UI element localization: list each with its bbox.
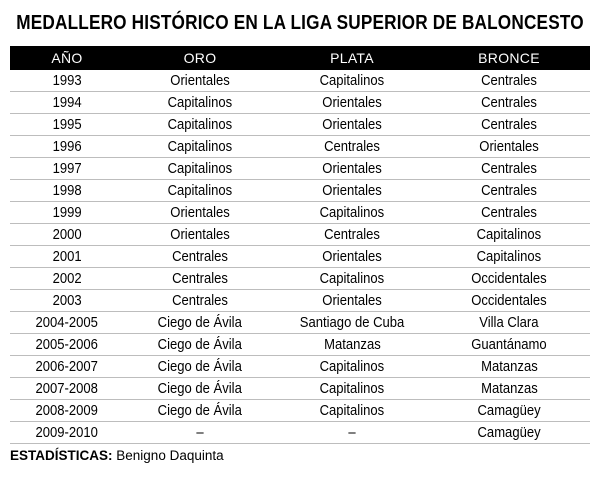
gold-cell-text: Ciego de Ávila [157, 402, 243, 419]
year-cell-text: 2002 [52, 270, 82, 287]
year-cell-text: 1997 [52, 160, 82, 177]
gold-cell [124, 290, 276, 312]
gold-cell [124, 334, 276, 356]
silver-cell [276, 334, 428, 356]
bronze-cell [428, 70, 590, 92]
gold-cell [124, 70, 276, 92]
table-row [10, 400, 590, 422]
year-cell-text: 2001 [52, 248, 82, 265]
bronze-cell [428, 180, 590, 202]
bronze-cell-text: Centrales [481, 204, 537, 221]
year-cell [10, 356, 124, 378]
year-cell-text: 2003 [52, 292, 82, 309]
year-cell-text: 2000 [52, 226, 82, 243]
silver-cell [276, 268, 428, 290]
gold-cell-text: Capitalinos [167, 182, 233, 199]
year-cell [10, 400, 124, 422]
silver-cell-text: Orientales [322, 248, 382, 265]
bronze-cell [428, 312, 590, 334]
silver-cell-text: Capitalinos [319, 270, 385, 287]
table-row [10, 202, 590, 224]
medal-table [10, 46, 590, 444]
bronze-cell-text: Occidentales [471, 270, 547, 287]
column-header-gold: ORO [124, 46, 276, 70]
bronze-cell [428, 334, 590, 356]
bronze-cell-text: Centrales [481, 160, 537, 177]
bronze-cell-text: Centrales [481, 182, 537, 199]
year-cell-text: 2008-2009 [35, 402, 99, 419]
bronze-cell-text: Capitalinos [476, 248, 542, 265]
gold-cell-text: – [196, 424, 204, 441]
gold-cell [124, 114, 276, 136]
silver-cell-text: Matanzas [323, 336, 381, 353]
gold-cell [124, 136, 276, 158]
source-credit [10, 448, 590, 463]
year-cell [10, 70, 124, 92]
year-cell-text: 1994 [52, 94, 82, 111]
gold-cell-text: Ciego de Ávila [157, 358, 243, 375]
silver-cell-text: Centrales [324, 226, 380, 243]
bronze-cell [428, 224, 590, 246]
silver-cell-text: Santiago de Cuba [299, 314, 405, 331]
year-cell [10, 378, 124, 400]
gold-cell-text: Capitalinos [167, 138, 233, 155]
table-row [10, 114, 590, 136]
gold-cell [124, 202, 276, 224]
bronze-cell-text: Centrales [481, 94, 537, 111]
silver-cell [276, 290, 428, 312]
source-label: ESTADÍSTICAS: [10, 448, 113, 463]
year-cell-text: 1999 [52, 204, 82, 221]
table-header [10, 46, 590, 70]
gold-cell-text: Orientales [170, 226, 230, 243]
bronze-cell [428, 246, 590, 268]
gold-cell [124, 312, 276, 334]
silver-cell [276, 202, 428, 224]
bronze-cell-text: Camagüey [477, 402, 541, 419]
silver-cell [276, 246, 428, 268]
year-cell-text: 2004-2005 [35, 314, 99, 331]
gold-cell [124, 422, 276, 444]
table-body [10, 70, 590, 444]
silver-cell [276, 356, 428, 378]
bronze-cell [428, 422, 590, 444]
bronze-cell [428, 268, 590, 290]
silver-cell-text: Capitalinos [319, 380, 385, 397]
silver-cell-text: Centrales [324, 138, 380, 155]
year-cell [10, 136, 124, 158]
table-row [10, 180, 590, 202]
bronze-cell [428, 92, 590, 114]
gold-cell [124, 268, 276, 290]
bronze-cell-text: Camagüey [477, 424, 541, 441]
silver-cell-text: Orientales [322, 160, 382, 177]
year-cell-text: 1996 [52, 138, 82, 155]
year-cell [10, 114, 124, 136]
silver-cell-text: – [348, 424, 356, 441]
year-cell [10, 290, 124, 312]
silver-cell [276, 312, 428, 334]
silver-cell [276, 114, 428, 136]
bronze-cell [428, 114, 590, 136]
year-cell [10, 180, 124, 202]
table-row [10, 356, 590, 378]
year-cell-text: 2007-2008 [35, 380, 99, 397]
page-title: MEDALLERO HISTÓRICO EN LA LIGA SUPERIOR DE BALONCESTO [16, 11, 584, 34]
silver-cell-text: Capitalinos [319, 358, 385, 375]
gold-cell [124, 356, 276, 378]
table-row [10, 422, 590, 444]
table-row [10, 92, 590, 114]
silver-cell [276, 224, 428, 246]
gold-cell-text: Orientales [170, 72, 230, 89]
silver-cell-text: Capitalinos [319, 72, 385, 89]
silver-cell-text: Orientales [322, 116, 382, 133]
year-cell-text: 1995 [52, 116, 82, 133]
bronze-cell [428, 378, 590, 400]
table-row [10, 312, 590, 334]
bronze-cell [428, 290, 590, 312]
bronze-cell-text: Centrales [481, 116, 537, 133]
gold-cell [124, 246, 276, 268]
gold-cell-text: Orientales [170, 204, 230, 221]
bronze-cell [428, 400, 590, 422]
silver-cell [276, 136, 428, 158]
year-cell-text: 2005-2006 [35, 336, 99, 353]
year-cell [10, 246, 124, 268]
bronze-cell [428, 158, 590, 180]
bronze-cell-text: Occidentales [471, 292, 547, 309]
table-row [10, 334, 590, 356]
year-cell [10, 334, 124, 356]
year-cell-text: 1993 [52, 72, 82, 89]
silver-cell [276, 158, 428, 180]
gold-cell-text: Ciego de Ávila [157, 336, 243, 353]
gold-cell-text: Centrales [172, 270, 228, 287]
gold-cell [124, 378, 276, 400]
header-row [10, 46, 590, 70]
table-row [10, 378, 590, 400]
year-cell [10, 202, 124, 224]
year-cell [10, 224, 124, 246]
gold-cell-text: Ciego de Ávila [157, 314, 243, 331]
bronze-cell-text: Villa Clara [479, 314, 539, 331]
silver-cell [276, 422, 428, 444]
gold-cell-text: Centrales [172, 248, 228, 265]
bronze-cell-text: Matanzas [480, 380, 538, 397]
gold-cell [124, 92, 276, 114]
year-cell [10, 422, 124, 444]
column-header-year: AÑO [10, 46, 124, 70]
table-row [10, 136, 590, 158]
column-header-bronze: BRONCE [428, 46, 590, 70]
bronze-cell-text: Guantánamo [471, 336, 547, 353]
bronze-cell [428, 136, 590, 158]
gold-cell-text: Capitalinos [167, 94, 233, 111]
source-author: Benigno Daquinta [116, 448, 224, 463]
silver-cell [276, 180, 428, 202]
table-row [10, 70, 590, 92]
silver-cell-text: Orientales [322, 182, 382, 199]
bronze-cell-text: Orientales [479, 138, 539, 155]
year-cell-text: 2006-2007 [35, 358, 99, 375]
silver-cell-text: Orientales [322, 292, 382, 309]
year-cell [10, 268, 124, 290]
silver-cell-text: Capitalinos [319, 402, 385, 419]
silver-cell [276, 400, 428, 422]
silver-cell [276, 92, 428, 114]
year-cell-text: 1998 [52, 182, 82, 199]
gold-cell [124, 180, 276, 202]
bronze-cell [428, 356, 590, 378]
gold-cell-text: Capitalinos [167, 160, 233, 177]
gold-cell-text: Ciego de Ávila [157, 380, 243, 397]
silver-cell [276, 378, 428, 400]
silver-cell [276, 70, 428, 92]
gold-cell [124, 224, 276, 246]
column-header-silver: PLATA [276, 46, 428, 70]
bronze-cell-text: Matanzas [480, 358, 538, 375]
gold-cell [124, 400, 276, 422]
gold-cell-text: Capitalinos [167, 116, 233, 133]
table-row [10, 224, 590, 246]
silver-cell-text: Orientales [322, 94, 382, 111]
bronze-cell-text: Capitalinos [476, 226, 542, 243]
silver-cell-text: Capitalinos [319, 204, 385, 221]
year-cell [10, 312, 124, 334]
gold-cell [124, 158, 276, 180]
year-cell [10, 92, 124, 114]
table-row [10, 246, 590, 268]
year-cell-text: 2009-2010 [35, 424, 99, 441]
gold-cell-text: Centrales [172, 292, 228, 309]
bronze-cell-text: Centrales [481, 72, 537, 89]
year-cell [10, 158, 124, 180]
table-row [10, 290, 590, 312]
table-row [10, 158, 590, 180]
table-row [10, 268, 590, 290]
bronze-cell [428, 202, 590, 224]
